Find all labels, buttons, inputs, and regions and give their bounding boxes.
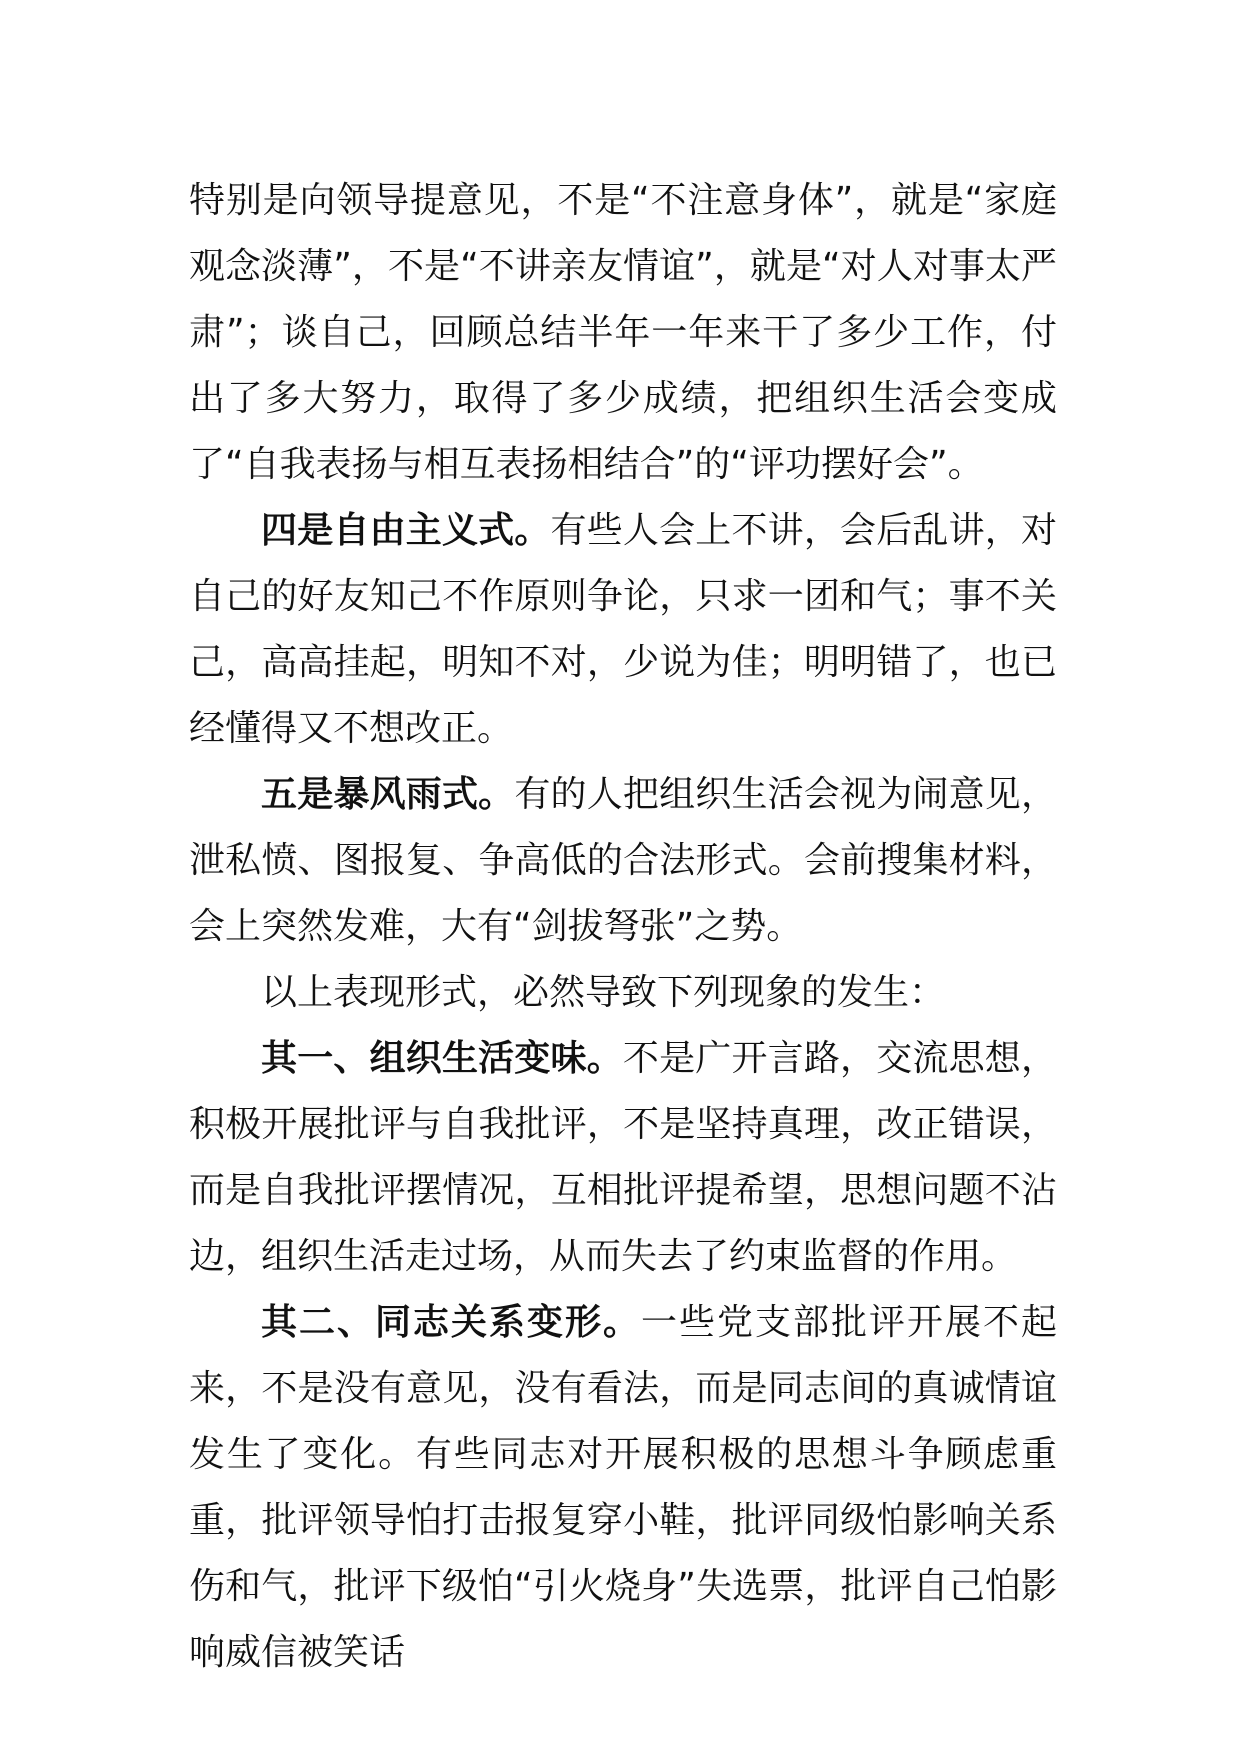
paragraph-2: [189, 498, 1057, 762]
paragraph-1-text: 特别是向领导提意见，不是“不注意身体”，就是“家庭观念淡薄”，不是“不讲亲友情谊”，就是“对人对事太严肃”；谈自己，回顾总结半年一年来干了多少工作，付出了多大努力，取得了多少成绩，把组织生活会变成了“自我表扬与相互表扬相结合”的“评功摆好会”。: [189, 180, 1057, 485]
paragraph-5-text: 不是广开言路，交流思想，积极开展批评与自我批评，不是坚持真理，改正错误，而是自我批评摆情况，互相批评提希望，思想问题不沾边，组织生活走过场，从而失去了约束监督的作用。: [189, 1038, 1057, 1277]
paragraph-3-text: 有的人把组织生活会视为闹意见，泄私愤、图报复、争高低的合法形式。会前搜集材料，会上突然发难，大有“剑拔弩张”之势。: [189, 774, 1057, 947]
paragraph-5: [189, 1026, 1057, 1290]
paragraph-6: [189, 1290, 1057, 1686]
paragraph-3-lead: 五是暴风雨式。: [261, 774, 515, 815]
paragraph-2-lead: 四是自由主义式。: [261, 510, 551, 551]
paragraph-6-lead: 其二、同志关系变形。: [261, 1302, 641, 1343]
paragraph-3: [189, 762, 1057, 960]
paragraph-2-text: 有些人会上不讲，会后乱讲，对自己的好友知己不作原则争论，只求一团和气；事不关己，高高挂起，明知不对，少说为佳；明明错了，也已经懂得又不想改正。: [189, 510, 1057, 749]
paragraph-1: [189, 168, 1057, 498]
paragraph-4: [189, 960, 1057, 1026]
paragraph-4-text: 以上表现形式，必然导致下列现象的发生：: [261, 972, 946, 1013]
paragraph-6-text: 一些党支部批评开展不起来，不是没有意见，没有看法，而是同志间的真诚情谊发生了变化。有些同志对开展积极的思想斗争顾虑重重，批评领导怕打击报复穿小鞋，批评同级怕影响关系伤和气，批评下级怕“引火烧身”失选票，批评自己怕影响威信被笑话: [189, 1302, 1057, 1673]
paragraph-5-lead: 其一、组织生活变味。: [261, 1038, 623, 1079]
document-page: [189, 168, 1057, 1686]
